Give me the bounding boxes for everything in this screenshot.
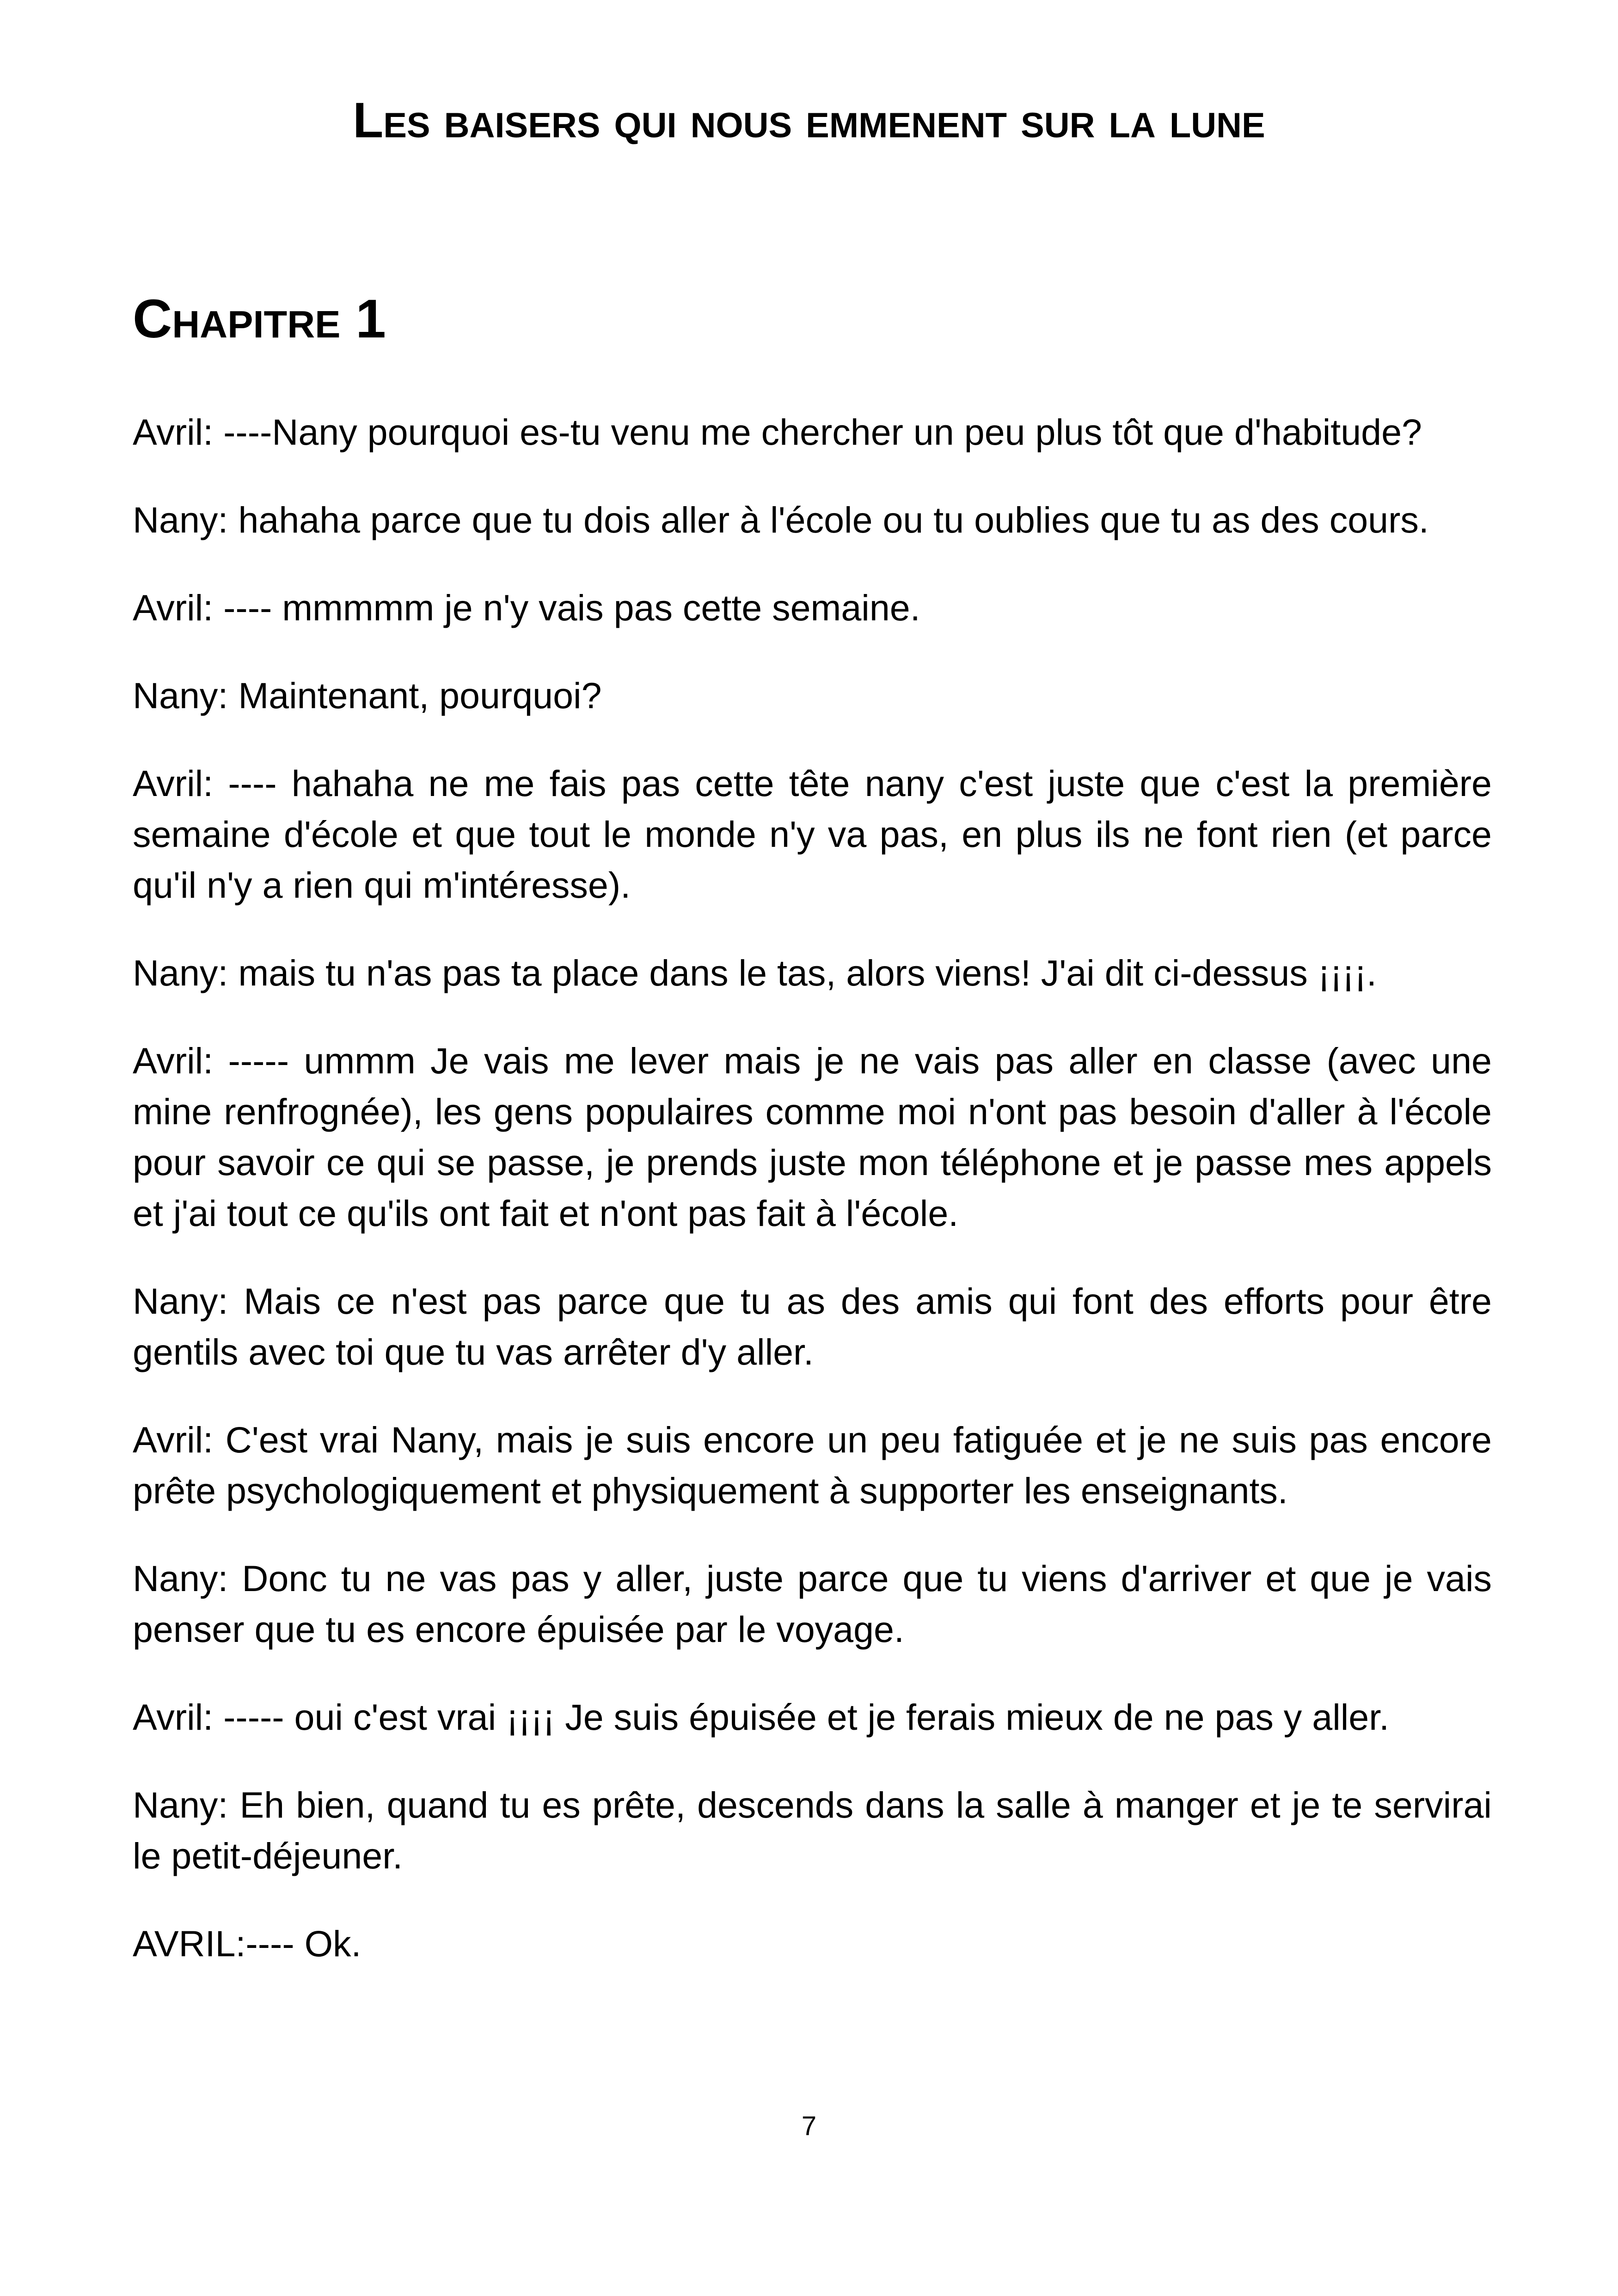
chapter-body <box>133 407 1492 2006</box>
page-number: 7 <box>801 2111 817 2141</box>
dialogue-paragraph: Nany: mais tu n'as pas ta place dans le tas, alors viens! J'ai dit ci-dessus ¡¡¡¡. <box>133 952 1377 993</box>
dialogue-paragraph: Avril: ----- ummm Je vais me lever mais je ne vais pas aller en classe (avec une mine renfrognée), les gens populaires comme moi n'ont pas besoin d'aller à l'école pour savoir ce qui se passe, je prends juste mon téléphone et je passe mes appels et j'ai tout ce qu'ils ont fait et n'ont pas fait à l'école. <box>133 1040 1492 1234</box>
dialogue-paragraph: Nany: Eh bien, quand tu es prête, descends dans la salle à manger et je te servirai le petit-déjeuner. <box>133 1784 1492 1876</box>
dialogue-paragraph: Avril: ---- hahaha ne me fais pas cette tête nany c'est juste que c'est la première semaine d'école et que tout le monde n'y va pas, en plus ils ne font rien (et parce qu'il n'y a rien qui m'intéresse). <box>133 763 1492 906</box>
dialogue-paragraph: Nany: hahaha parce que tu dois aller à l'école ou tu oublies que tu as des cours. <box>133 499 1429 540</box>
dialogue-paragraph: Nany: Donc tu ne vas pas y aller, juste parce que tu viens d'arriver et que je vais penser que tu es encore épuisée par le voyage. <box>133 1558 1492 1650</box>
book-title: Les baisers qui nous emmenent sur la lune <box>353 92 1265 148</box>
dialogue-paragraph: Avril: ----- oui c'est vrai ¡¡¡¡ Je suis épuisée et je ferais mieux de ne pas y aller. <box>133 1696 1390 1738</box>
dialogue-paragraph: Nany: Maintenant, pourquoi? <box>133 675 602 716</box>
dialogue-paragraph: Avril: C'est vrai Nany, mais je suis encore un peu fatiguée et je ne suis pas encore prête psychologiquement et physiquement à supporter les enseignants. <box>133 1419 1492 1511</box>
dialogue-paragraph: Nany: Mais ce n'est pas parce que tu as des amis qui font des efforts pour être gentils avec toi que tu vas arrêter d'y aller. <box>133 1280 1492 1372</box>
dialogue-paragraph: Avril: ----Nany pourquoi es-tu venu me chercher un peu plus tôt que d'habitude? <box>133 411 1422 453</box>
dialogue-paragraph: Avril: ---- mmmmm je n'y vais pas cette semaine. <box>133 587 920 628</box>
chapter-title: Chapitre 1 <box>133 288 386 349</box>
dialogue-paragraph: AVRIL:---- Ok. <box>133 1923 362 1964</box>
